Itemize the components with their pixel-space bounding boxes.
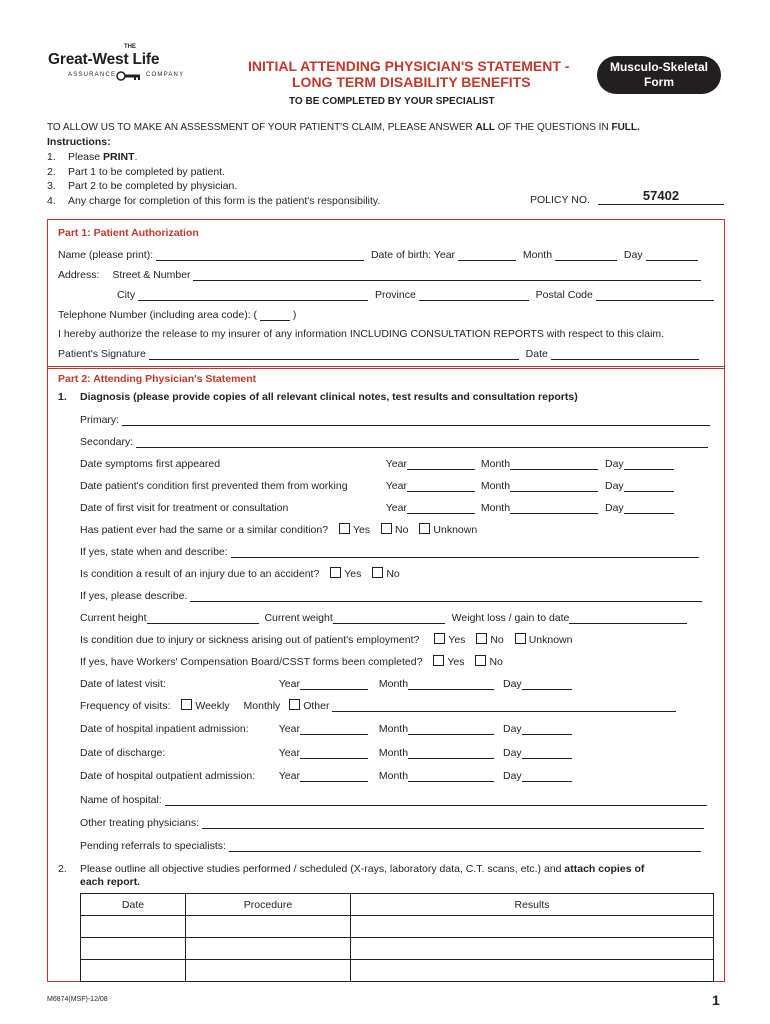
instruction-item: 4. Any charge for completion of this form is the patient's responsibility.: [47, 194, 381, 207]
form-subtitle: TO BE COMPLETED BY YOUR SPECIALIST: [289, 96, 495, 107]
symptoms-row: Date symptoms first appeared Year Month Day: [80, 457, 674, 471]
latest-visit-year-input[interactable]: [300, 677, 368, 690]
part2-title: Part 2: Attending Physician's Statement: [58, 373, 257, 385]
intro-all: ALL: [475, 122, 495, 133]
table-cell[interactable]: [81, 960, 186, 982]
frequency-row: Frequency of visits: Weekly Monthly Other: [80, 699, 676, 713]
same-condition-no-checkbox[interactable]: [381, 523, 392, 534]
weight-loss-input[interactable]: [569, 611, 687, 624]
injury-row: Is condition a result of an injury due to an accident? Yes No: [80, 568, 400, 580]
prevented-year-input[interactable]: [407, 479, 475, 492]
instruction-item: 2. Part 1 to be completed by patient.: [47, 165, 226, 178]
inpatient-row: Date of hospital inpatient admission: Year Month Day: [80, 722, 572, 736]
part1-city-row: City Province Postal Code: [117, 288, 714, 302]
latest-visit-day-input[interactable]: [522, 677, 572, 690]
page-number: 1: [712, 992, 720, 1008]
secondary-row: Secondary:: [80, 435, 708, 449]
table-row: [81, 916, 714, 938]
studies-table-header: [81, 894, 714, 916]
area-code-input[interactable]: [260, 308, 290, 321]
primary-diagnosis-input[interactable]: [122, 413, 710, 426]
intro-pre: TO ALLOW US TO MAKE AN ASSESSMENT OF YOUR PATIENT'S CLAIM, PLEASE ANSWER: [47, 122, 476, 133]
first-visit-row: Date of first visit for treatment or consultation Year Month Day: [80, 501, 674, 515]
col-date-header: Date: [81, 894, 186, 916]
discharge-day-input[interactable]: [522, 746, 572, 759]
prevented-month-input[interactable]: [510, 479, 598, 492]
table-cell[interactable]: [351, 916, 714, 938]
policy-label: POLICY NO.: [530, 194, 590, 206]
form-type-badge: [597, 56, 721, 94]
q1-heading: 1. Diagnosis (please provide copies of all relevant clinical notes, test results and consultation reports): [58, 391, 578, 403]
logo-the: THE: [124, 44, 136, 50]
table-cell[interactable]: [186, 938, 351, 960]
symptoms-year-input[interactable]: [407, 457, 475, 470]
table-cell[interactable]: [351, 938, 714, 960]
first-visit-month-input[interactable]: [510, 501, 598, 514]
same-condition-yes-checkbox[interactable]: [339, 523, 350, 534]
injury-yes-checkbox[interactable]: [330, 567, 341, 578]
height-weight-row: Current height Current weight Weight loss / gain to date: [80, 611, 687, 625]
name-input[interactable]: [156, 248, 364, 261]
first-visit-day-input[interactable]: [624, 501, 674, 514]
table-cell[interactable]: [81, 916, 186, 938]
company-logo: [48, 44, 218, 84]
employment-no-checkbox[interactable]: [476, 633, 487, 644]
studies-table: [80, 893, 714, 982]
dob-day-input[interactable]: [646, 248, 698, 261]
wcb-row: If yes, have Workers' Compensation Board/CSST forms been completed? Yes No: [80, 656, 503, 668]
table-cell[interactable]: [81, 938, 186, 960]
table-cell[interactable]: [186, 916, 351, 938]
employment-row: Is condition due to injury or sickness arising out of patient's employment? Yes No Unknown: [80, 634, 573, 646]
outpatient-month-input[interactable]: [408, 769, 494, 782]
form-title-line2: LONG TERM DISABILITY BENEFITS: [292, 74, 531, 90]
badge-line1: Musculo-Skeletal: [609, 60, 709, 74]
symptoms-day-input[interactable]: [624, 457, 674, 470]
part1-address-row: Address: Street & Number: [58, 268, 701, 282]
inpatient-day-input[interactable]: [522, 722, 572, 735]
if-yes-when-row: If yes, state when and describe:: [80, 545, 699, 559]
other-physicians-row: Other treating physicians:: [80, 816, 704, 830]
street-input[interactable]: [193, 268, 701, 281]
hospital-name-input[interactable]: [165, 793, 707, 806]
employment-unknown-checkbox[interactable]: [515, 633, 526, 644]
key-icon: [116, 71, 142, 81]
form-title-line1: INITIAL ATTENDING PHYSICIAN'S STATEMENT -: [248, 58, 570, 74]
wcb-no-checkbox[interactable]: [475, 655, 486, 666]
col-results-header: Results: [351, 894, 714, 916]
intro-mid: OF THE QUESTIONS IN: [494, 122, 612, 133]
instruction-item: 1. Please PRINT.: [47, 151, 138, 163]
if-yes-describe-row: If yes, please describe.: [80, 589, 702, 603]
pending-referrals-row: Pending referrals to specialists:: [80, 839, 701, 853]
q2-text: 2. Please outline all objective studies performed / scheduled (X-rays, laboratory data, C.T. scans, etc.) and attach copies of each report.: [58, 863, 645, 888]
hospital-row: Name of hospital:: [80, 793, 707, 807]
injury-no-checkbox[interactable]: [372, 567, 383, 578]
outpatient-row: Date of hospital outpatient admission: Year Month Day: [80, 769, 572, 783]
table-row: [81, 938, 714, 960]
instruction-item: 3. Part 2 to be completed by physician.: [47, 180, 238, 192]
logo-assurance: ASSURANCE: [68, 72, 117, 78]
table-row: [81, 960, 714, 982]
latest-visit-row: Date of latest visit: Year Month Day: [80, 677, 572, 691]
intro-full: FULL.: [611, 122, 640, 133]
other-physicians-input[interactable]: [202, 816, 704, 829]
primary-row: Primary:: [80, 413, 710, 427]
if-yes-describe-input[interactable]: [190, 589, 702, 602]
latest-visit-month-input[interactable]: [408, 677, 494, 690]
frequency-other-checkbox[interactable]: [289, 699, 300, 710]
height-input[interactable]: [147, 611, 259, 624]
policy-number-field[interactable]: [598, 190, 724, 205]
symptoms-month-input[interactable]: [510, 457, 598, 470]
logo-name: Great-West Life: [48, 51, 160, 68]
signature-input[interactable]: [149, 347, 519, 360]
same-condition-row: Has patient ever had the same or a similar condition? Yes No Unknown: [80, 524, 478, 536]
part1-name-row: Name (please print): Date of birth: Year Month Day: [58, 248, 698, 262]
discharge-month-input[interactable]: [408, 746, 494, 759]
frequency-other-input[interactable]: [332, 699, 676, 712]
signature-date-input[interactable]: [551, 347, 699, 360]
weight-input[interactable]: [333, 611, 445, 624]
first-visit-year-input[interactable]: [407, 501, 475, 514]
inpatient-month-input[interactable]: [408, 722, 494, 735]
city-input[interactable]: [138, 288, 368, 301]
instructions-heading: Instructions:: [47, 136, 111, 148]
inpatient-year-input[interactable]: [300, 722, 368, 735]
prevented-row: Date patient's condition first prevented them from working Year Month Day: [80, 479, 674, 493]
if-yes-when-input[interactable]: [231, 545, 699, 558]
dob-month-input[interactable]: [555, 248, 617, 261]
discharge-row: Date of discharge: Year Month Day: [80, 746, 572, 760]
policy-number: 57402: [642, 188, 680, 203]
frequency-weekly-checkbox[interactable]: [181, 699, 192, 710]
postal-code-input[interactable]: [596, 288, 714, 301]
employment-yes-checkbox[interactable]: [434, 633, 445, 644]
secondary-diagnosis-input[interactable]: [136, 435, 708, 448]
intro-text: [47, 122, 640, 133]
outpatient-day-input[interactable]: [522, 769, 572, 782]
table-cell[interactable]: [351, 960, 714, 982]
same-condition-unknown-checkbox[interactable]: [419, 523, 430, 534]
part1-signature-row: Patient's Signature Date: [58, 347, 699, 361]
province-input[interactable]: [419, 288, 529, 301]
part1-phone-row: Telephone Number (including area code): ( ): [58, 309, 297, 321]
wcb-yes-checkbox[interactable]: [433, 655, 444, 666]
col-procedure-header: Procedure: [186, 894, 351, 916]
table-cell[interactable]: [186, 960, 351, 982]
form-code: M6874(MSF)-12/08: [47, 996, 108, 1003]
instructions-list: [47, 150, 380, 208]
dob-year-input[interactable]: [458, 248, 516, 261]
outpatient-year-input[interactable]: [300, 769, 368, 782]
part1-title: Part 1: Patient Authorization: [58, 227, 199, 239]
prevented-day-input[interactable]: [624, 479, 674, 492]
pending-referrals-input[interactable]: [229, 839, 701, 852]
authorization-text: I hereby authorize the release to my insurer of any information INCLUDING CONSULTATION REPORTS with respect to this claim.: [58, 328, 665, 340]
logo-company: COMPANY: [146, 72, 185, 78]
discharge-year-input[interactable]: [300, 746, 368, 759]
badge-line2: Form: [644, 75, 674, 89]
